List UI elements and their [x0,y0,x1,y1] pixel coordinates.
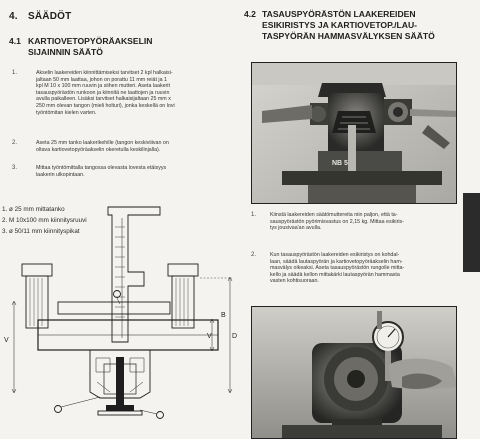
photo-stamped-marking: NB 5 [332,160,348,167]
figure-legend-item-3: 3. ø 50/11 mm kiinnityspikat [2,228,80,235]
dimension-label-d: D [232,333,238,340]
differential-in-vise-photo [251,62,457,204]
right-step-2-line: masvälys oikeaksi. Aseta tasauspyörästön rungolle mitta- [270,265,405,272]
left-step-2-number: 2. [12,140,18,146]
left-step-3-text [36,165,224,178]
section-number: 4. [9,11,18,22]
left-step-1-line: tasauspyörästön runkoon ja kiinnitä ne laattojen ja ruuvin [36,89,170,96]
left-step-2-line: oltava kartiovetopyöräakselin okeretulla keskilinjalla). [36,146,161,153]
left-step-1-line: kpl M 10 x 100 mm ruuvin ja siihen mutteri. Aseta laakerit [36,83,170,90]
left-step-3-number: 3. [12,165,18,171]
right-step-2-line: laan, säädä lautaspyörän ja kartiovetopyöräakselin ham- [270,258,403,265]
section-title: SÄÄDÖT [28,11,72,22]
right-step-2-line: kello ja säädä kellon mittakärki lautaspyörän hammasta [270,271,400,278]
left-step-2-line: Aseta 25 mm tanko laakerikehille (tangon keskiviiivan on [36,140,169,146]
left-step-3-line: Mittaa työntömittalla tangossa olevasta lovesta etäisyys [36,165,167,171]
left-step-1-line: avulla paikalleen. Lisäksi tarvitset halkaisijaltaan 25 mm x [36,96,171,103]
left-heading-line2: SIJAINNIN SÄÄTÖ [28,47,103,57]
left-step-1-line: Akselin laakereiden kiinnittämiseksi tarvitset 2 kpl halkaisi- [36,70,173,76]
right-step-2-number: 2. [251,252,257,258]
left-step-1-line: jaltaan 50 mm laattaa, johon on porattu 11 mm reiät ja 1 [36,76,167,83]
left-step-3-line: laakerin ulkopintaan. [36,171,85,178]
dimension-label-v-left: V [4,337,9,344]
left-step-2-text [36,140,224,153]
dial-indicator-photo [251,306,457,439]
left-heading-number: 4.1 [9,36,21,46]
bearing-fixture-diagram [0,192,240,439]
right-step-1-line: tys jousivaa'an avulla. [270,225,322,232]
left-step-1-text [36,70,224,116]
dimension-label-v-right: V [207,333,212,340]
left-heading-line1: KARTIOVETOPYÖRÄAKSELIN [28,36,153,46]
right-heading-line3: TASPYÖRÄN HAMMASVÄLYKSEN SÄÄTÖ [262,31,435,41]
right-step-2-line: vasten kohtisuoraan. [270,278,319,285]
right-step-1-line: Kiinstä laakereiden säätömuttereita niin paljon, että ta- [270,212,398,218]
figure-legend-item-1: 1. ø 25 mm mittatanko [2,206,65,213]
right-heading-line2: ESIKIRISTYS JA KARTIOVETOP./LAU- [262,20,418,30]
section-index-tab [463,193,480,272]
right-step-1-line: sauspyörästön pyörimisvastus on 2,15 kg. Mittaa esikiris- [270,218,404,225]
right-heading-number: 4.2 [244,9,256,19]
right-heading-line1: TASAUSPYÖRÄSTÖN LAAKEREIDEN [262,9,416,19]
left-step-1-line: työntömitan kielen varten. [36,109,97,116]
right-step-2-line: Kun tasauspyörästön laakereiden esikiristys on kohdal- [270,252,400,258]
right-step-2-text [270,252,462,285]
figure-legend-item-2: 2. M 10x100 mm kiinnitysruuvi [2,217,87,224]
left-step-1-line: 250 mm olevan tangon (mieli holturi), jonka keskellä on lovi [36,102,175,109]
left-step-1-number: 1. [12,70,18,76]
right-step-1-number: 1. [251,212,257,218]
right-step-1-text [270,212,462,232]
dimension-label-b: B [221,312,226,319]
